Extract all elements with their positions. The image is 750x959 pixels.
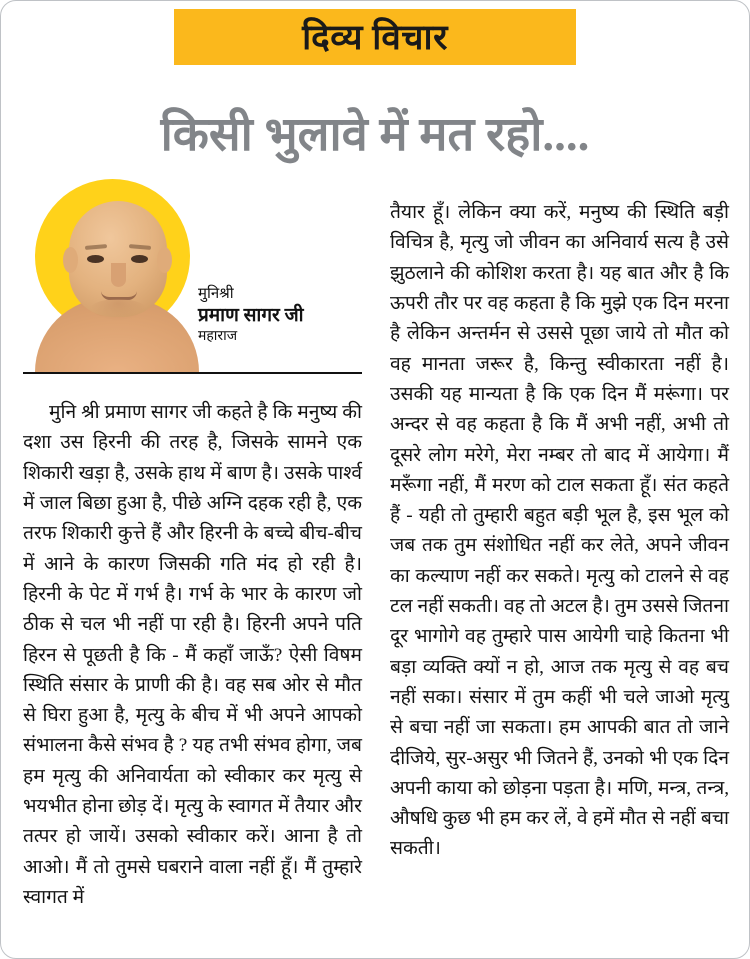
author-caption — [198, 285, 362, 346]
masthead-banner-wrap — [1, 9, 749, 65]
article-body-left: मुनि श्री प्रमाण सागर जी कहते है कि मनुष्य की दशा उस हिरनी की तरह है, जिसके सामने एक शिकारी खड़ा है, उसके हाथ में बाण है। उसके पार्श्व में जाल बिछा हुआ है, पीछे अग्नि दहक रही है, एक तरफ शिकारी कुत्ते हैं और हिरनी के बच्चे बीच-बीच में आने के कारण जिसकी गति मंद हो रही है। हिरनी के पेट में गर्भ है। गर्भ के भार के कारण जो ठीक से चल भी नहीं पा रही है। हिरनी अपने पति हिरन से पूछती है कि - मैं कहाँ जाऊँ? ऐसी विषम स्थिति संसार के प्राणी की है। वह सब ओर से मौत से घिरा हुआ है, मृत्यु के बीच में भी अपने आपको संभालना कैसे संभव है ? यह तभी संभव होगा, जब हम मृत्यु की अनिवार्यता को स्वीकार कर मृत्यु से भयभीत होना छोड़ दें। मृत्यु के स्वागत में तैयार और तत्पर हो जायें। उसको स्वीकार करें। आना है तो आओ। मैं तो तुमसे घबराने वाला नहीं हूँ। मैं तुम्हारे स्वागत में — [23, 402, 362, 908]
column-right — [390, 179, 729, 939]
header-divider — [23, 372, 362, 374]
portrait-ear-right — [157, 247, 172, 273]
author-suffix: महाराज — [198, 329, 238, 345]
masthead-banner — [174, 9, 576, 65]
column-left — [23, 179, 362, 939]
portrait-ear-left — [63, 247, 78, 273]
portrait-eye-right — [131, 255, 148, 263]
author-portrait-image — [33, 187, 201, 372]
author-name: प्रमाण सागर जी — [198, 305, 304, 327]
author-block — [23, 179, 362, 372]
masthead-title: दिव्य विचार — [302, 17, 448, 57]
author-prefix: मुनिश्री — [198, 286, 234, 302]
article-body-right: तैयार हूँ। लेकिन क्या करें, मनुष्य की स्थिति बड़ी विचित्र है, मृत्यु जो जीवन का अनिवार्य सत्य है उसे झुठलाने की कोशिश करता है। यह बात और है कि ऊपरी तौर पर वह कहता है कि मुझे एक दिन मरना है लेकिन अन्तर्मन से उससे पूछा जाये तो मौत को वह मानता जरूर है, किन्तु स्वीकारता नहीं है। उसकी यह मान्यता है कि एक दिन मैं मरूंगा। पर अन्दर से वह कहता है कि मैं अभी नहीं, अभी तो दूसरे लोग मरेगे, मेरा नम्बर तो बाद में आयेगा। मैं मरूँगा नहीं, मैं मरण को टाल सकता हूँ। संत कहते हैं - यही तो तुम्हारी बहुत बड़ी भूल है, इस भूल को जब तक तुम संशोधित नहीं कर लेते, अपने जीवन का कल्याण नहीं कर सकते। मृत्यु को टालने से वह टल नहीं सकती। वह तो अटल है। तुम उससे जितना दूर भागोगे वह तुम्हारे पास आयेगी चाहे कितना भी बड़ा व्यक्ति क्यों न हो, आज तक मृत्यु से वह बच नहीं सका। संसार में तुम कहीं भी चले जाओ मृत्यु से बचा नहीं जा सकता। हम आपकी बात तो जाने दीजिये, सुर-असुर भी जितने हैं, उनको भी एक दिन अपनी काया को छोड़ना पड़ता है। मणि, मन्त्र, तन्त्र, औषधि कुछ भी हम कर लें, वे हमें मौत से नहीं बचा सकती। — [390, 202, 729, 860]
portrait-nose — [111, 263, 126, 287]
page-title: किसी भुलावे में मत रहो.... — [160, 109, 590, 162]
portrait-eye-left — [87, 255, 104, 263]
portrait-chin — [89, 299, 147, 321]
article-columns — [23, 179, 729, 939]
